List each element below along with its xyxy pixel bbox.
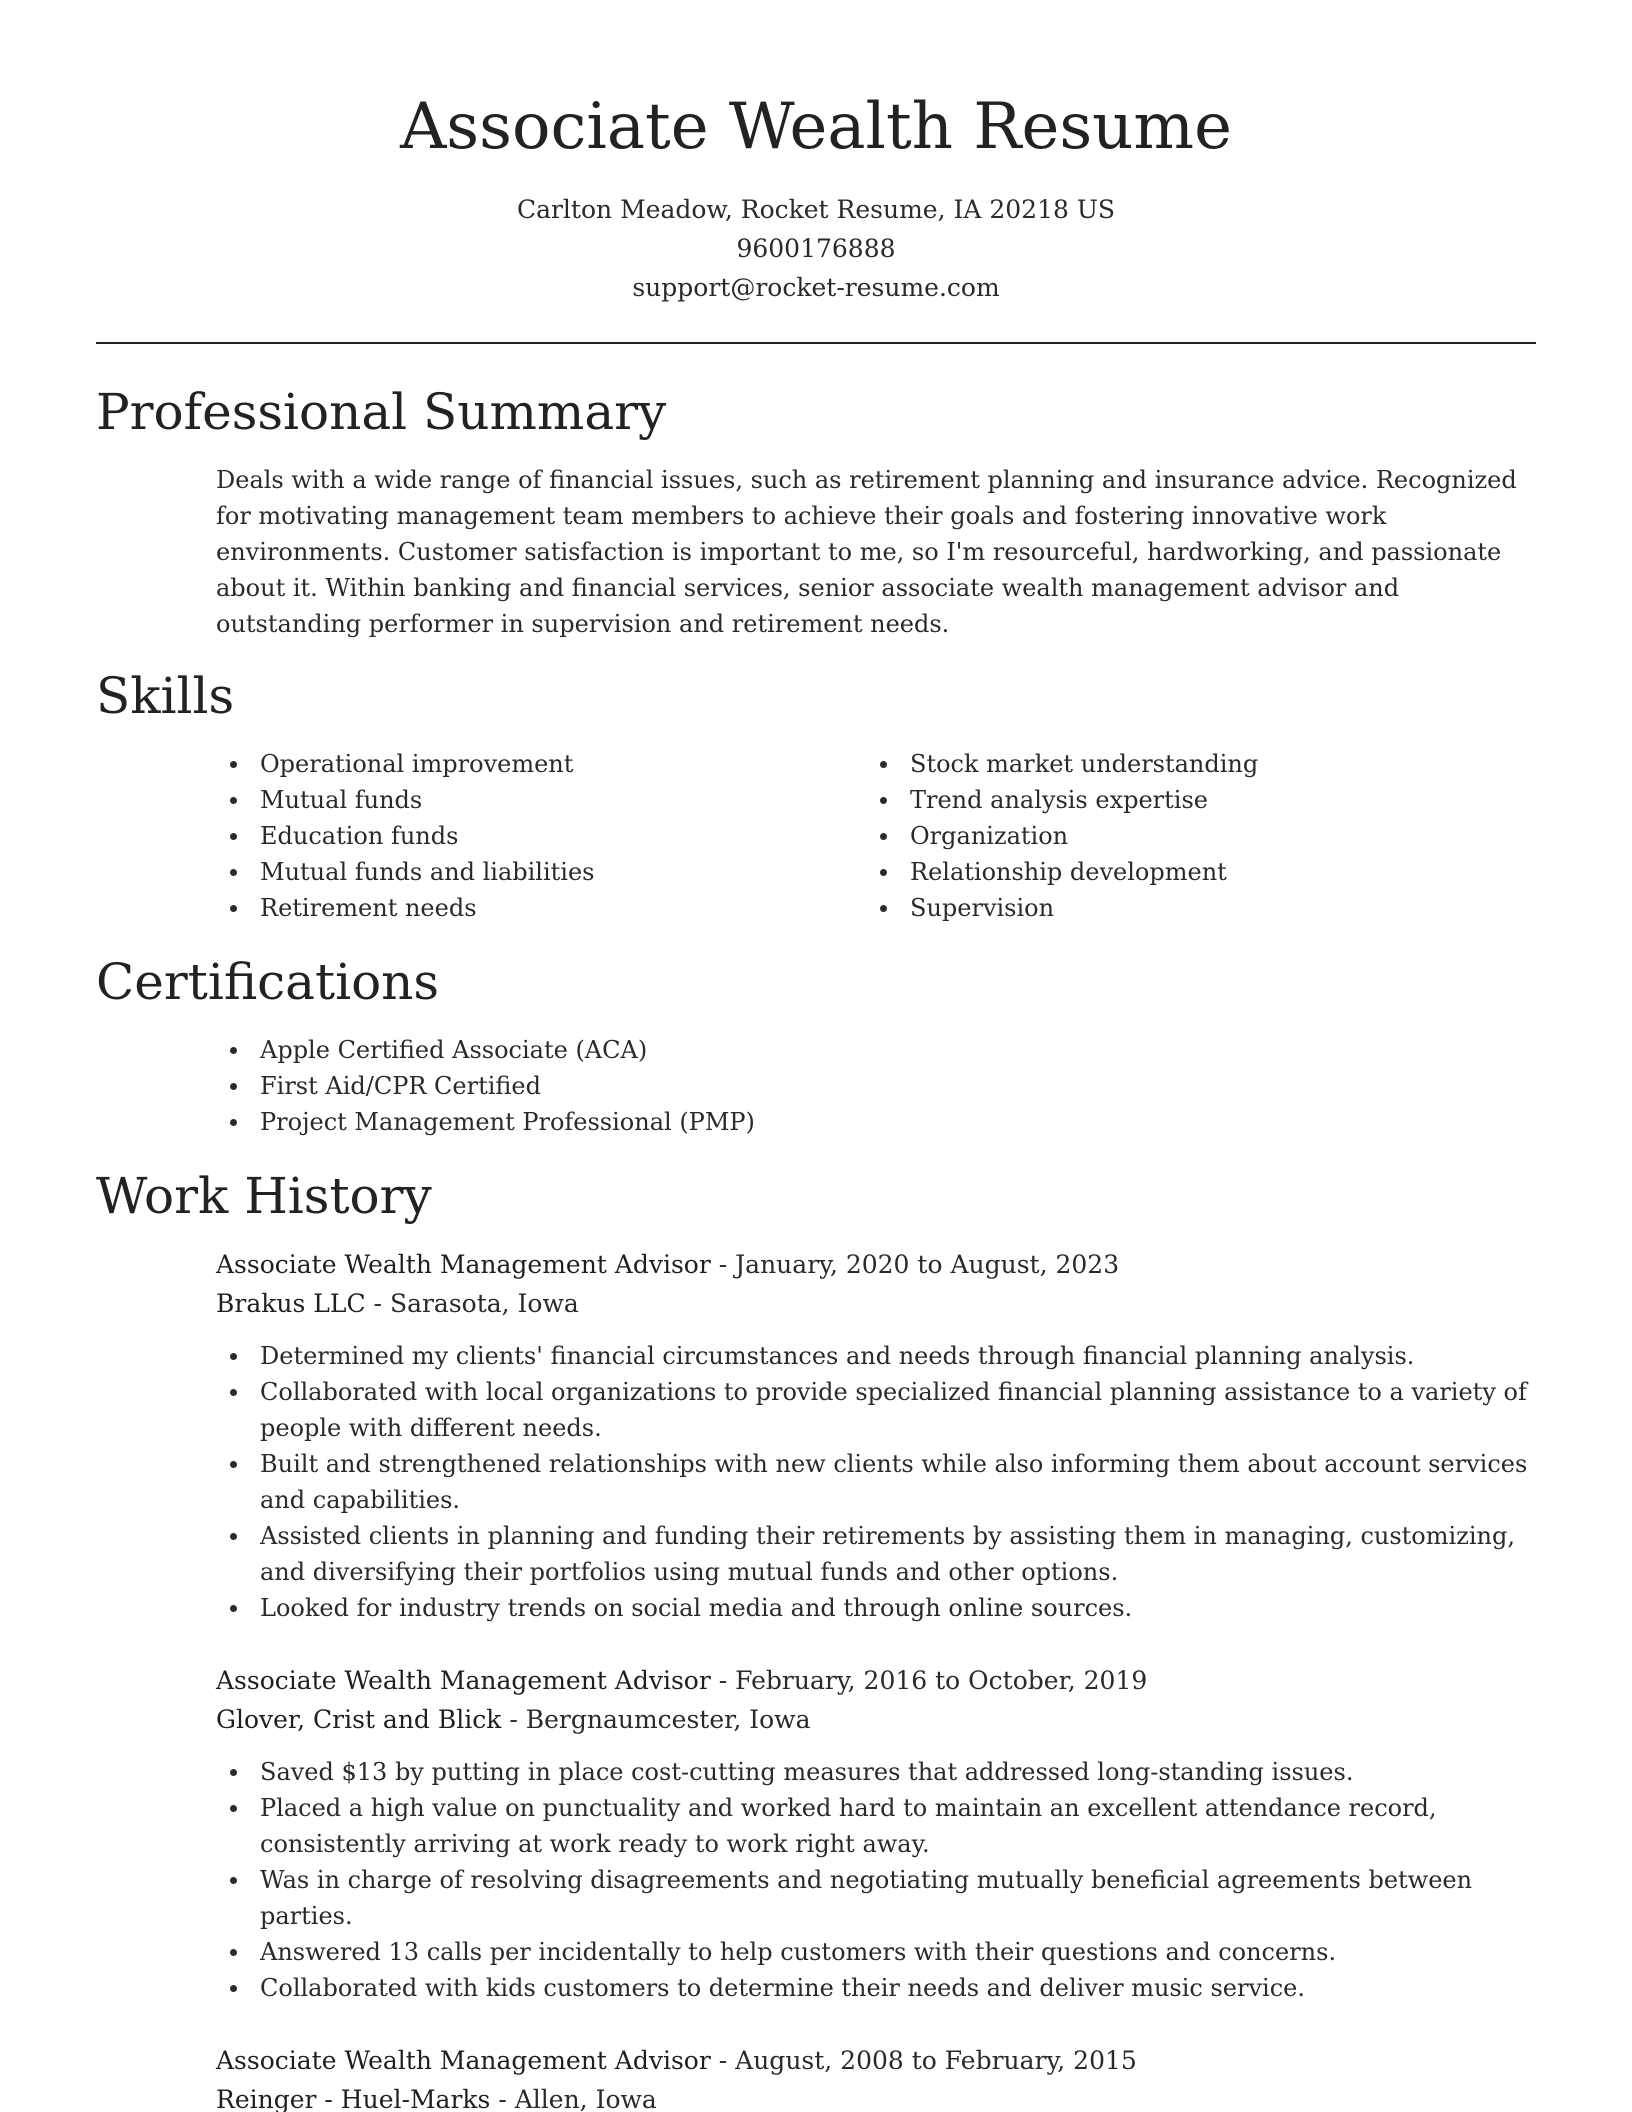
job-bullet: Assisted clients in planning and funding their retirements by assisting them in managing, customizing, and diversifying their portfolios using mutual funds and other options. [260,1518,1550,1590]
header-divider [96,342,1536,344]
job-company-line: Glover, Crist and Blick - Bergnaumcester, Iowa [216,1705,811,1734]
skill-item: Trend analysis expertise [910,782,1550,818]
skill-item: Operational improvement [260,746,860,782]
job-bullet: Looked for industry trends on social media and through online sources. [260,1590,1550,1626]
contact-phone: 9600176888 [736,234,896,263]
job-company: Reinger - Huel-Marks [216,2085,491,2112]
resume-title: Associate Wealth Resume [400,90,1232,164]
section-title-certifications: Certifications [96,953,440,1011]
job-bullet: Collaborated with local organizations to provide specialized financial planning assistance to a variety of people with different needs. [260,1374,1550,1446]
job-dates: February, 2016 to October, 2019 [735,1666,1148,1695]
job-title-line: Associate Wealth Management Advisor - August, 2008 to February, 2015 [216,2046,1137,2075]
job-title-line: Associate Wealth Management Advisor - February, 2016 to October, 2019 [216,1666,1148,1695]
section-title-work-history: Work History [96,1167,432,1225]
job-bullet: Answered 13 calls per incidentally to help customers with their questions and concerns. [260,1934,1550,1970]
job-location: Allen, Iowa [514,2085,657,2112]
contact-email: support@rocket-resume.com [632,273,1000,302]
section-title-skills: Skills [96,667,235,725]
job-location: Sarasota, Iowa [389,1289,579,1318]
skills-list-right [866,746,1550,926]
skill-item: Retirement needs [260,890,860,926]
section-title-summary: Professional Summary [96,383,667,441]
certification-item: Apple Certified Associate (ACA) [260,1032,1540,1068]
job-company: Brakus LLC [216,1289,366,1318]
certifications-list [216,1032,1540,1140]
contact-block [0,190,1632,307]
skill-item: Relationship development [910,854,1550,890]
job-bullet: Placed a high value on punctuality and worked hard to maintain an excellent attendance record, consistently arriving at work ready to work right away. [260,1790,1550,1862]
skill-item: Supervision [910,890,1550,926]
job-company: Glover, Crist and Blick [216,1705,502,1734]
skill-item: Mutual funds [260,782,860,818]
skill-item: Mutual funds and liabilities [260,854,860,890]
job-dates: January, 2020 to August, 2023 [735,1250,1120,1279]
job-bullet: Was in charge of resolving disagreements and negotiating mutually beneficial agreements between parties. [260,1862,1550,1934]
contact-address: Carlton Meadow, Rocket Resume, IA 20218 US [516,195,1116,224]
job-title-line: Associate Wealth Management Advisor - January, 2020 to August, 2023 [216,1250,1120,1279]
skill-item: Organization [910,818,1550,854]
job-bullet: Built and strengthened relationships with new clients while also informing them about account services and capabilities. [260,1446,1550,1518]
certification-item: First Aid/CPR Certified [260,1068,1540,1104]
job-bullet: Collaborated with kids customers to determine their needs and deliver music service. [260,1970,1550,2006]
job-company-line: Brakus LLC - Sarasota, Iowa [216,1289,579,1318]
job-title: Associate Wealth Management Advisor [216,1250,711,1279]
certification-item: Project Management Professional (PMP) [260,1104,1540,1140]
job-title: Associate Wealth Management Advisor [216,2046,711,2075]
job-dates: August, 2008 to February, 2015 [735,2046,1137,2075]
job-company-line: Reinger - Huel-Marks - Allen, Iowa [216,2085,657,2112]
job-bullets [216,1754,1550,2006]
skills-list-left [216,746,860,926]
summary-text: Deals with a wide range of financial issues, such as retirement planning and insurance advice. Recognized for motivating management team members to achieve their goals and fostering innovative work environments. Customer satisfaction is important to me, so I'm resourceful, hardworking, and passionate about it. Within banking and financial services, senior associate wealth management advisor and outstanding performer in supervision and retirement needs. [216,466,1517,638]
job-title: Associate Wealth Management Advisor [216,1666,711,1695]
job-location: Bergnaumcester, Iowa [525,1705,811,1734]
job-bullets [216,1338,1550,1626]
skill-item: Stock market understanding [910,746,1550,782]
job-bullet: Determined my clients' financial circumstances and needs through financial planning analysis. [260,1338,1550,1374]
job-bullet: Saved $13 by putting in place cost-cutting measures that addressed long-standing issues. [260,1754,1550,1790]
skill-item: Education funds [260,818,860,854]
